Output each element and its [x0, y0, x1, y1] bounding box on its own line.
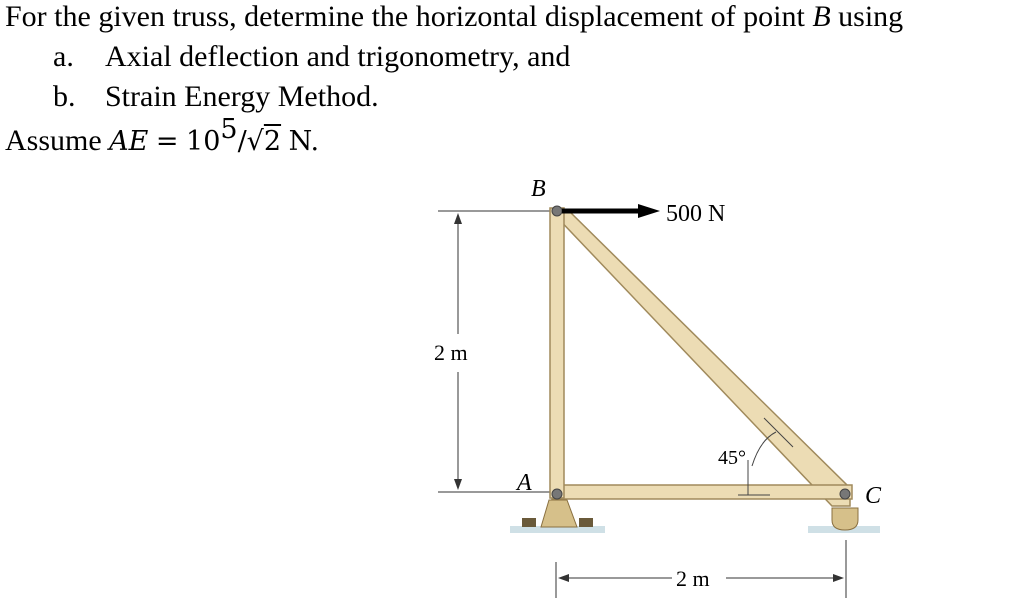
label-b: B	[531, 176, 546, 202]
width-label: 2 m	[676, 566, 710, 591]
member-ab	[550, 208, 564, 498]
member-bc	[552, 212, 850, 506]
height-label: 2 m	[434, 340, 468, 365]
assume-prefix: Assume	[5, 124, 102, 157]
width-arrow-right	[833, 574, 844, 582]
load-arrow-head	[638, 204, 660, 218]
label-a: A	[517, 470, 532, 496]
equals-sign: =	[155, 126, 179, 157]
item-b-text: Strain Energy Method.	[105, 80, 379, 113]
problem-intro-end: using	[838, 0, 904, 33]
item-a-text: Axial deflection and trigonometry, and	[105, 40, 571, 73]
label-c: C	[865, 483, 882, 509]
support-a-pin	[541, 500, 577, 527]
member-ac	[552, 485, 852, 499]
joint-c	[840, 489, 850, 499]
radicand: 2	[263, 126, 282, 157]
support-c-roller	[832, 508, 858, 530]
support-a-bolt-left	[522, 518, 536, 527]
joint-a	[552, 489, 562, 499]
load-label: 500 N	[666, 201, 726, 227]
base-ten: 10	[186, 126, 221, 157]
division-root: /√	[237, 126, 264, 157]
height-arrow-top	[454, 213, 462, 224]
problem-intro: For the given truss, determine the horizontal displacement of point	[5, 0, 805, 33]
item-b-marker: b.	[53, 80, 76, 113]
angle-label: 45°	[718, 447, 746, 469]
support-a-bolt-right	[579, 518, 593, 527]
ae-variable: AE	[109, 126, 149, 157]
unit: N.	[288, 126, 320, 157]
point-b-reference: B	[812, 0, 831, 33]
item-a-marker: a.	[53, 40, 74, 73]
height-arrow-bottom	[454, 479, 462, 490]
exponent: 5	[220, 114, 238, 145]
joint-b	[552, 206, 562, 216]
width-arrow-left	[558, 574, 569, 582]
